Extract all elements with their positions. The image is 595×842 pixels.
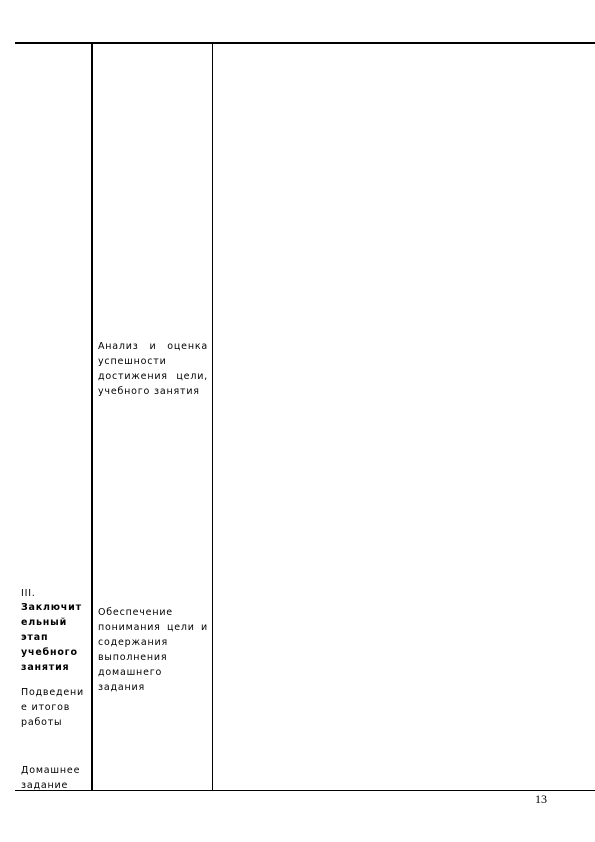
- provision-text: Обеспечение понимания цели и содержания выполнения домашнего задания: [98, 607, 208, 693]
- stage-title: Заключит ельный этап учебного занятия: [21, 602, 82, 673]
- analysis-text: Анализ и оценка успешности достижения цели, учебного занятия: [98, 341, 208, 397]
- page-number: 13: [535, 792, 547, 806]
- stage-number: III.: [21, 588, 36, 599]
- summary-label: Подведени е итогов работы: [21, 687, 84, 728]
- column-divider-2: [212, 42, 213, 791]
- content-cell-empty: [214, 44, 595, 790]
- table-bottom-border: [15, 790, 595, 791]
- column-divider-1: [91, 42, 93, 791]
- homework-label: Домашнее задание: [21, 765, 81, 791]
